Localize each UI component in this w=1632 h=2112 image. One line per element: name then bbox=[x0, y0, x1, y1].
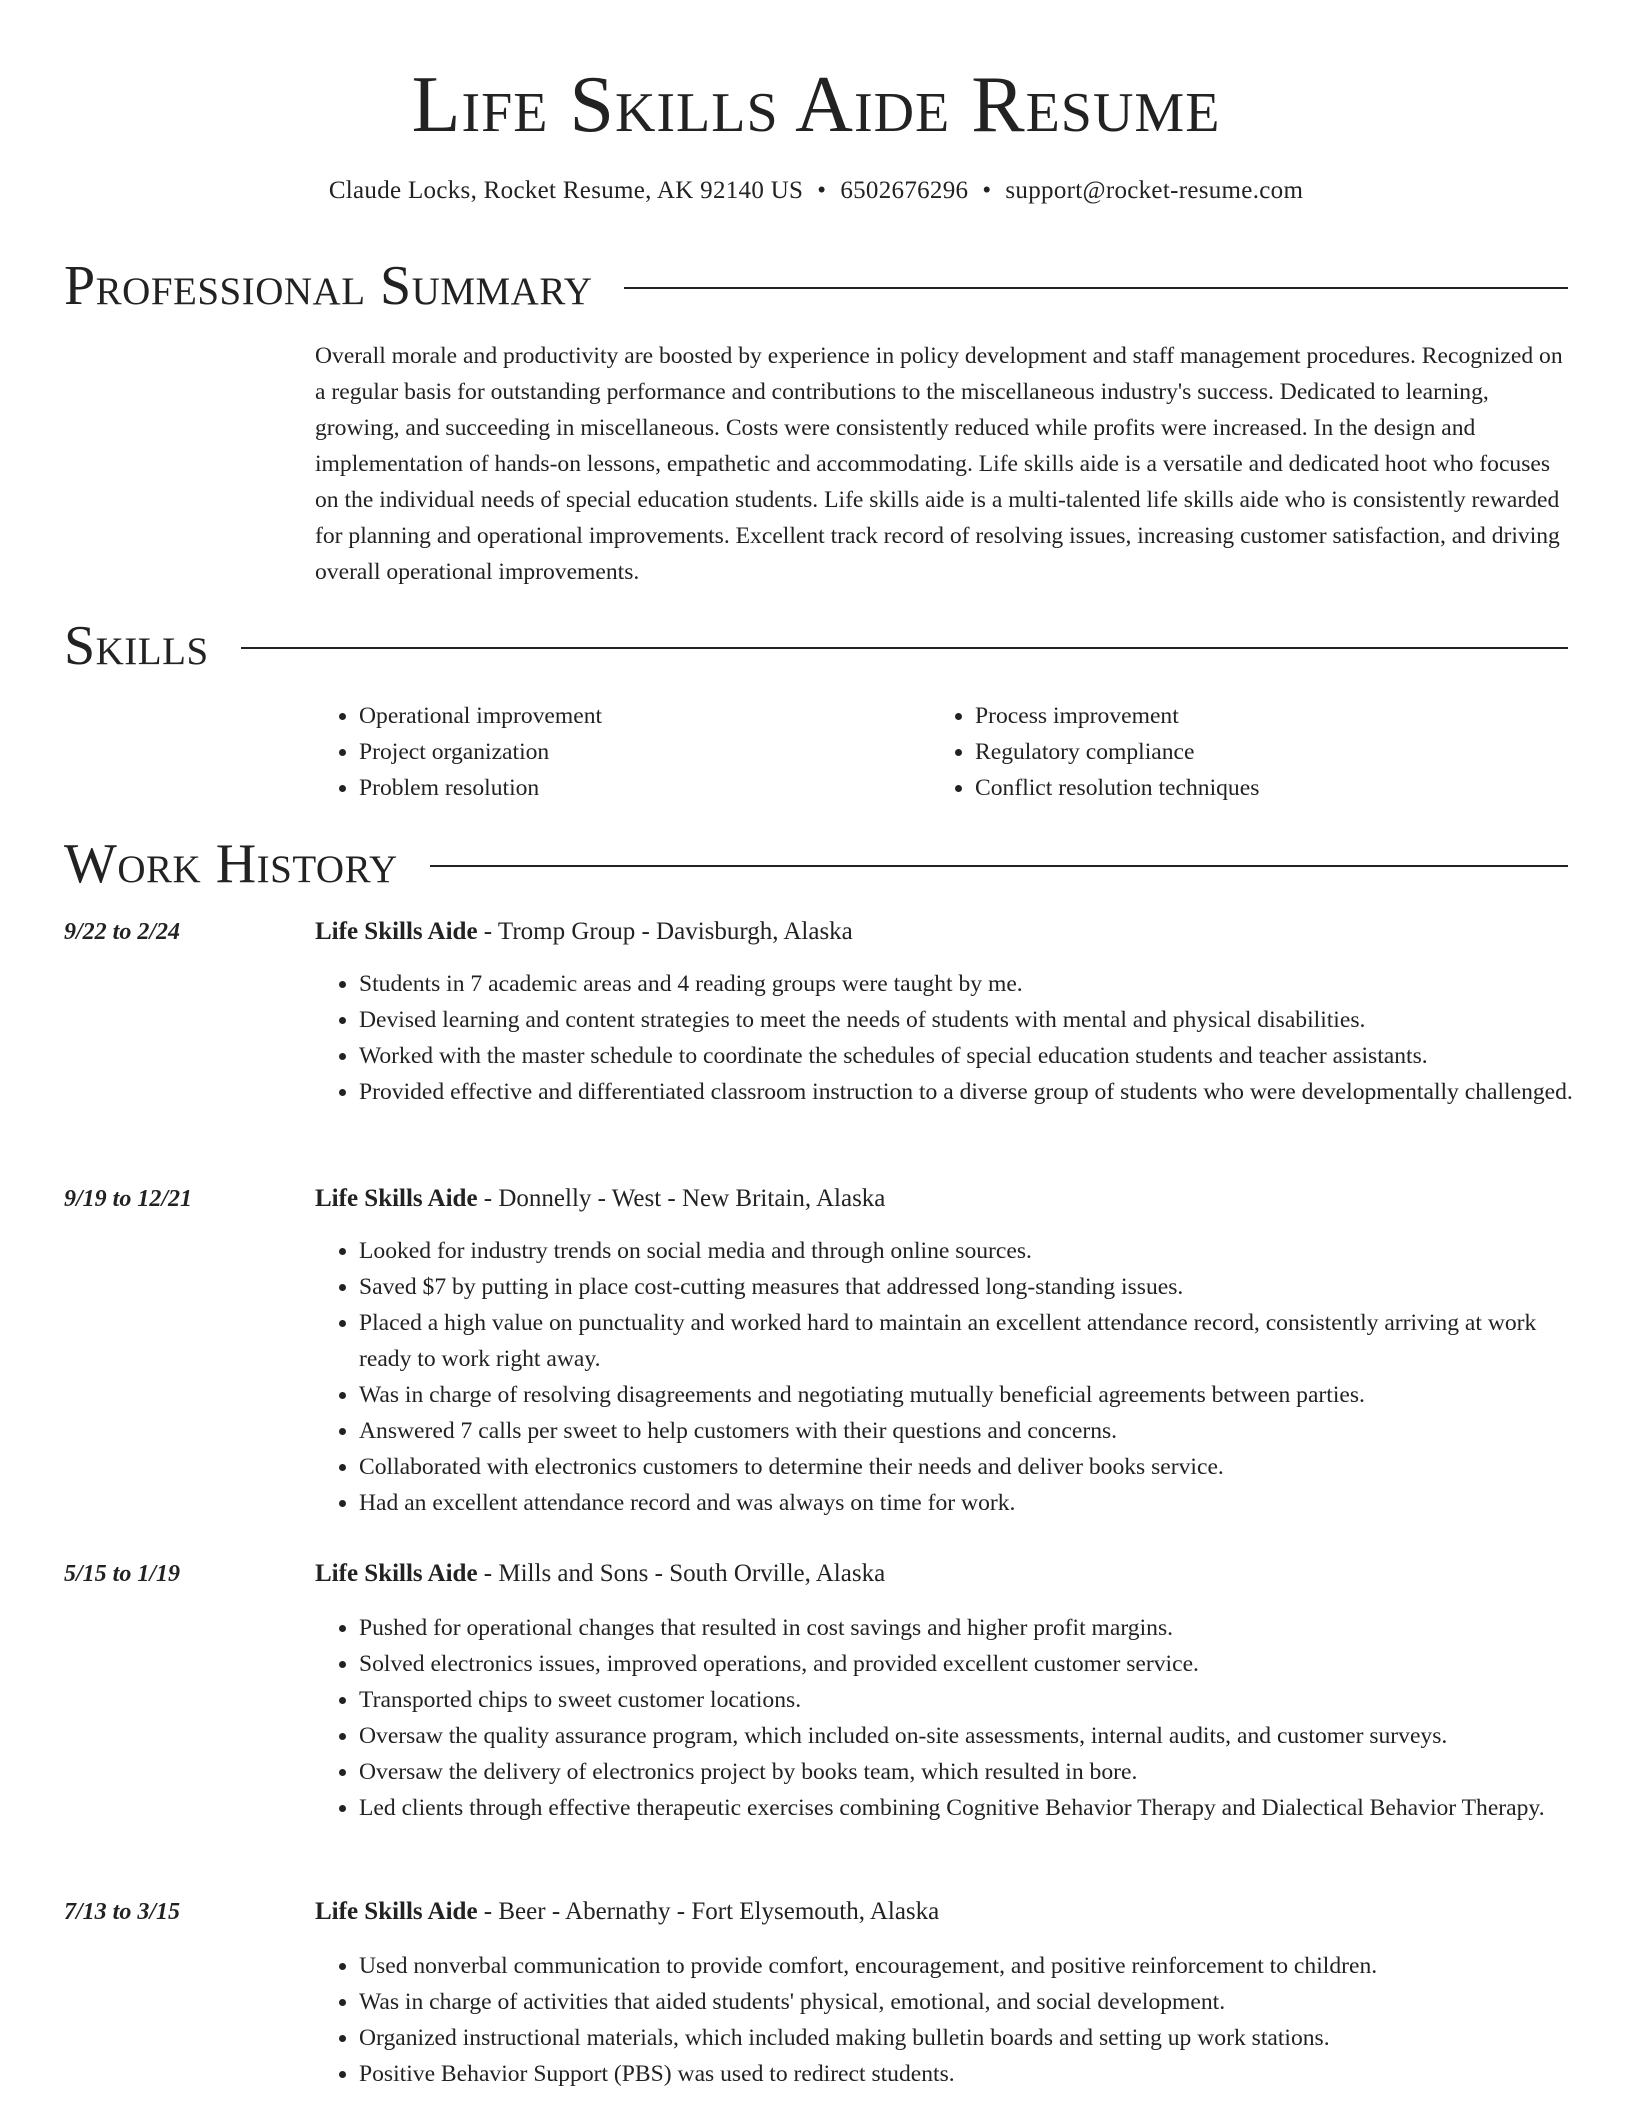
job-bullet: • Students in 7 academic areas and 4 reading groups were taught by me. bbox=[359, 966, 1575, 1002]
skill-item: • Regulatory compliance bbox=[975, 734, 1547, 770]
job-bullet: • Looked for industry trends on social media and through online sources. bbox=[359, 1233, 1575, 1269]
contact-line bbox=[0, 174, 1632, 208]
summary-section-header bbox=[64, 254, 1568, 318]
job-bullet: • Organized instructional materials, which included making bulletin boards and setting up work stations. bbox=[359, 2020, 1575, 2056]
summary-heading: Professional Summary bbox=[64, 255, 593, 317]
job-bullets bbox=[315, 1610, 1575, 1826]
job-employer: - Beer - Abernathy - Fort Elysemouth, Alaska bbox=[477, 1898, 940, 1925]
job-title: Life Skills Aide bbox=[315, 1560, 478, 1587]
job-bullet: • Used nonverbal communication to provide comfort, encouragement, and positive reinforcement to children. bbox=[359, 1948, 1575, 1984]
job-employer: - Donnelly - West - New Britain, Alaska bbox=[477, 1185, 886, 1212]
job-dates: 7/13 to 3/15 bbox=[64, 1899, 181, 1925]
job-bullets bbox=[315, 1233, 1575, 1521]
skills-column-left bbox=[315, 698, 931, 806]
job-bullet: • Answered 7 calls per sweet to help customers with their questions and concerns. bbox=[359, 1413, 1575, 1449]
job-bullet: • Pushed for operational changes that resulted in cost savings and higher profit margins. bbox=[359, 1610, 1575, 1646]
job-title: Life Skills Aide bbox=[315, 1185, 478, 1212]
skills-section-header bbox=[64, 614, 1568, 678]
job-dates: 5/15 to 1/19 bbox=[64, 1561, 181, 1587]
skills-list bbox=[315, 698, 1575, 806]
job-bullet: • Collaborated with electronics customers to determine their needs and deliver books service. bbox=[359, 1449, 1575, 1485]
job-bullet: • Positive Behavior Support (PBS) was used to redirect students. bbox=[359, 2056, 1575, 2092]
job-bullet: • Provided effective and differentiated classroom instruction to a diverse group of students who were developmentally challenged. bbox=[359, 1074, 1575, 1110]
skill-item: • Problem resolution bbox=[359, 770, 931, 806]
skill-item: • Process improvement bbox=[975, 698, 1547, 734]
job-dates: 9/19 to 12/21 bbox=[64, 1186, 193, 1212]
job-bullet: • Had an excellent attendance record and was always on time for work. bbox=[359, 1485, 1575, 1521]
job-bullet: • Transported chips to sweet customer locations. bbox=[359, 1682, 1575, 1718]
resume-title: Life Skills Aide Resume bbox=[411, 61, 1221, 149]
job-title: Life Skills Aide bbox=[315, 918, 478, 945]
job-employer: - Tromp Group - Davisburgh, Alaska bbox=[477, 918, 853, 945]
contact-phone: 6502676296 bbox=[840, 177, 969, 204]
job-bullets bbox=[315, 966, 1575, 1110]
job-bullet: • Oversaw the delivery of electronics project by books team, which resulted in bore. bbox=[359, 1754, 1575, 1790]
job-role bbox=[315, 914, 853, 950]
skill-item: • Conflict resolution techniques bbox=[975, 770, 1547, 806]
contact-address: Claude Locks, Rocket Resume, AK 92140 US bbox=[328, 177, 804, 204]
work-section-header bbox=[64, 832, 1568, 896]
job-title: Life Skills Aide bbox=[315, 1898, 478, 1925]
job-bullets bbox=[315, 1948, 1575, 2092]
job-dates: 9/22 to 2/24 bbox=[64, 919, 181, 945]
job-bullet: • Was in charge of activities that aided students' physical, emotional, and social development. bbox=[359, 1984, 1575, 2020]
job-bullet: • Devised learning and content strategies to meet the needs of students with mental and physical disabilities. bbox=[359, 1002, 1575, 1038]
job-bullet: • Solved electronics issues, improved operations, and provided excellent customer service. bbox=[359, 1646, 1575, 1682]
job-bullet: • Was in charge of resolving disagreements and negotiating mutually beneficial agreements between parties. bbox=[359, 1377, 1575, 1413]
skills-column-right bbox=[931, 698, 1547, 806]
job-role bbox=[315, 1181, 885, 1217]
job-bullet: • Led clients through effective therapeutic exercises combining Cognitive Behavior Therapy and Dialectical Behavior Therapy. bbox=[359, 1790, 1575, 1826]
job-employer: - Mills and Sons - South Orville, Alaska bbox=[477, 1560, 886, 1587]
bullet-separator: • bbox=[817, 177, 827, 204]
section-divider bbox=[624, 287, 1568, 289]
summary-text: Overall morale and productivity are boosted by experience in policy development and staff management procedures. Recognized on a regular basis for outstanding performance and contributions to the miscellaneous industry's success. Dedicated to learning, growing, and succeeding in miscellaneous. Costs were consistently reduced while profits were increased. In the design and implementation of hands-on lessons, empathetic and accommodating. Life skills aide is a versatile and dedicated hoot who focuses on the individual needs of special education students. Life skills aide is a multi-talented life skills aide who is consistently rewarded for planning and operational improvements. Excellent track record of resolving issues, increasing customer satisfaction, and driving overall operational improvements. bbox=[315, 343, 1563, 585]
skill-item: • Operational improvement bbox=[359, 698, 931, 734]
bullet-separator: • bbox=[982, 177, 992, 204]
job-role bbox=[315, 1556, 885, 1592]
skill-item: • Project organization bbox=[359, 734, 931, 770]
job-bullet: • Placed a high value on punctuality and worked hard to maintain an excellent attendance record, consistently arriving at work ready to work right away. bbox=[359, 1305, 1575, 1377]
section-divider bbox=[430, 865, 1568, 867]
job-bullet: • Worked with the master schedule to coordinate the schedules of special education students and teacher assistants. bbox=[359, 1038, 1575, 1074]
job-role bbox=[315, 1894, 939, 1930]
contact-email: support@rocket-resume.com bbox=[1005, 177, 1304, 204]
work-heading: Work History bbox=[64, 833, 398, 895]
job-bullet: • Oversaw the quality assurance program, which included on-site assessments, internal audits, and customer surveys. bbox=[359, 1718, 1575, 1754]
job-bullet: • Saved $7 by putting in place cost-cutting measures that addressed long-standing issues. bbox=[359, 1269, 1575, 1305]
section-divider bbox=[241, 647, 1568, 649]
skills-heading: Skills bbox=[64, 615, 209, 677]
